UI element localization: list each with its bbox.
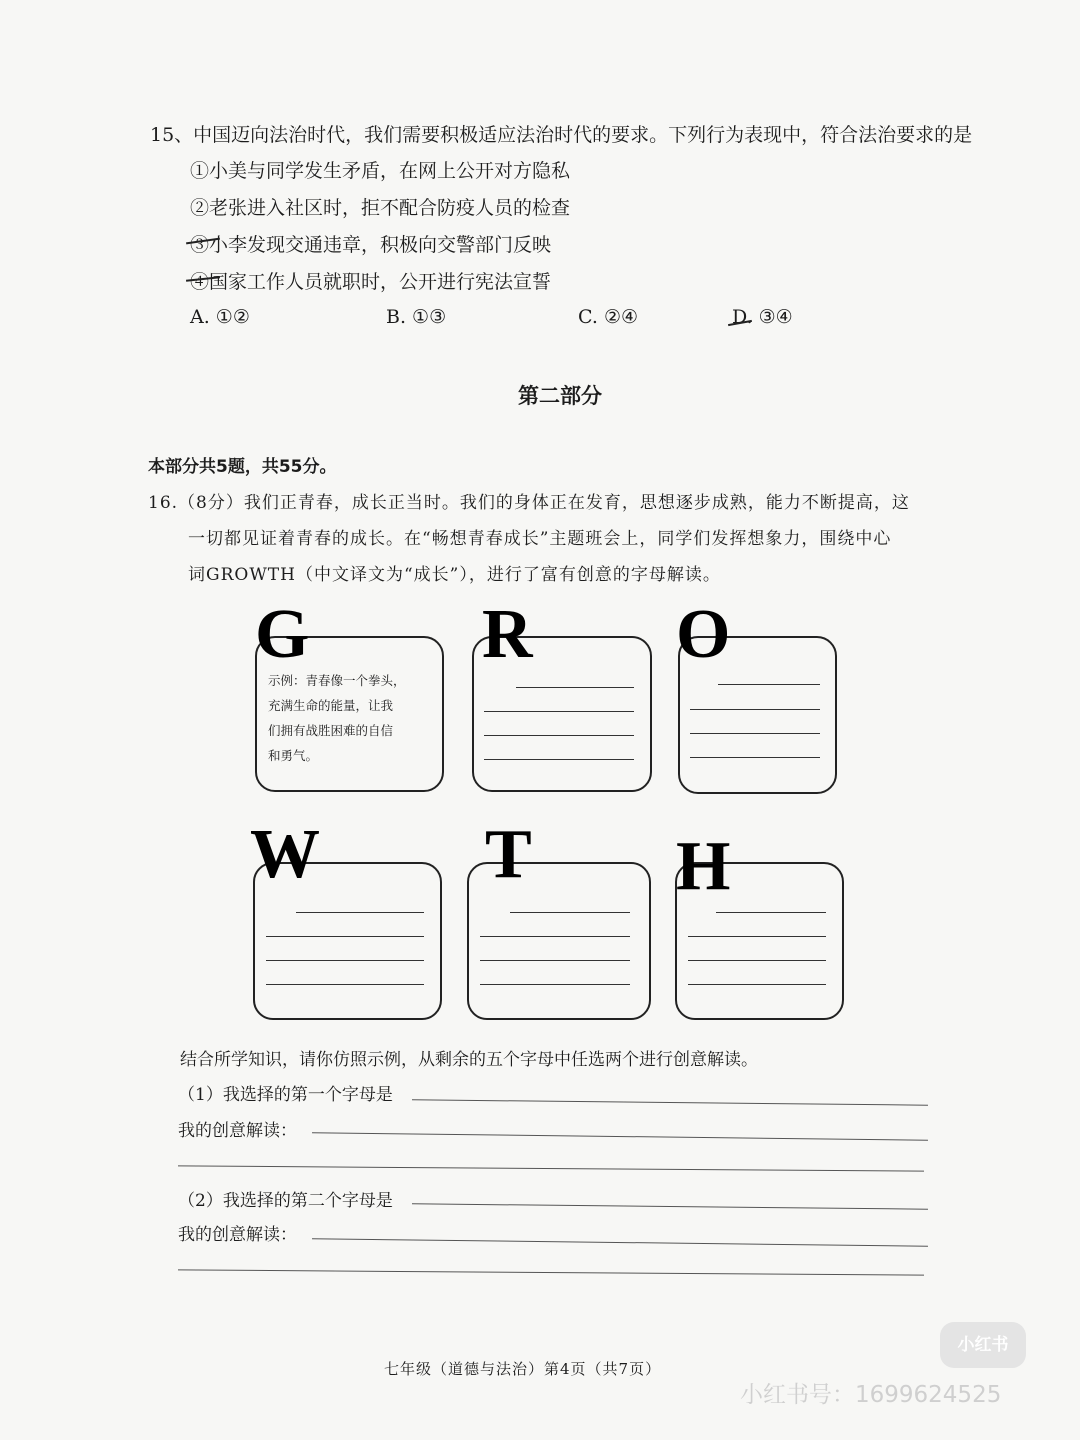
page-footer: 七年级（道德与法治）第4页（共7页）	[384, 1360, 662, 1378]
blank-line	[688, 984, 826, 985]
blank-line	[266, 960, 424, 961]
answer2-line-1[interactable]	[312, 1238, 928, 1247]
letter-r: R	[482, 596, 533, 673]
blank-line	[516, 687, 634, 688]
answer1-line-1[interactable]	[312, 1132, 928, 1141]
watermark-logo: 小红书	[940, 1322, 1026, 1368]
blank-line	[484, 711, 634, 712]
blank-line	[688, 936, 826, 937]
letter-t: T	[485, 816, 532, 893]
watermark-text: 小红书号：1699624525	[740, 1382, 1002, 1408]
q15-item-4: ④国家工作人员就职时，公开进行宪法宣誓	[190, 271, 552, 293]
answer1-letter-prompt: （1）我选择的第一个字母是	[178, 1085, 393, 1105]
answer2-label: 我的创意解读：	[178, 1225, 297, 1245]
example-text: 示例：青春像一个拳头， 充满生命的能量，让我 们拥有战胜困难的自信 和勇气。	[268, 673, 406, 763]
blank-line	[690, 733, 820, 734]
answer2-letter-prompt: （2）我选择的第二个字母是	[178, 1191, 393, 1211]
blank-line	[480, 984, 630, 985]
q15-option-d: D. ③④	[732, 306, 793, 328]
blank-line	[480, 960, 630, 961]
blank-line	[718, 684, 820, 685]
blank-line	[716, 912, 826, 913]
answer2-letter-line[interactable]	[412, 1203, 928, 1209]
blank-line	[480, 936, 630, 937]
section-title: 第二部分	[518, 384, 602, 408]
q15-item-3: ③小李发现交通违章，积极向交警部门反映	[190, 234, 552, 256]
answer1-line-2[interactable]	[178, 1165, 924, 1171]
letter-g: G	[255, 596, 310, 673]
answer2-line-2[interactable]	[178, 1269, 924, 1275]
answer1-letter-line[interactable]	[412, 1099, 928, 1105]
q15-option-b: B. ①③	[386, 306, 447, 328]
q15-item-1: ①小美与同学发生矛盾，在网上公开对方隐私	[190, 160, 571, 182]
q16-line-2: 一切都见证着青春的成长。在“畅想青春成长”主题班会上，同学们发挥想象力，围绕中心	[188, 529, 892, 549]
letter-o: O	[676, 596, 731, 673]
blank-line	[690, 709, 820, 710]
blank-line	[510, 912, 630, 913]
blank-line	[688, 960, 826, 961]
q15-option-a: A. ①②	[190, 306, 250, 328]
answer1-label: 我的创意解读：	[178, 1121, 297, 1141]
q16-line-1: 16.（8分）我们正青春，成长正当时。我们的身体正在发育，思想逐步成熟，能力不断提高，这	[148, 493, 910, 513]
blank-line	[690, 757, 820, 758]
q16-instruction: 结合所学知识，请你仿照示例，从剩余的五个字母中任选两个进行创意解读。	[180, 1050, 758, 1070]
blank-line	[266, 936, 424, 937]
letter-h: H	[676, 828, 731, 905]
letter-w: W	[250, 816, 320, 893]
q15-item-2: ②老张进入社区时，拒不配合防疫人员的检查	[190, 197, 571, 219]
q15-option-c: C. ②④	[578, 306, 639, 328]
blank-line	[296, 912, 424, 913]
blank-line	[484, 735, 634, 736]
q15-stem: 15、中国迈向法治时代，我们需要积极适应法治时代的要求。下列行为表现中，符合法治要求的是	[150, 124, 973, 146]
blank-line	[266, 984, 424, 985]
blank-line	[484, 759, 634, 760]
section-intro: 本部分共5题，共55分。	[148, 457, 337, 477]
q16-line-3: 词GROWTH（中文译文为“成长”），进行了富有创意的字母解读。	[188, 565, 721, 585]
